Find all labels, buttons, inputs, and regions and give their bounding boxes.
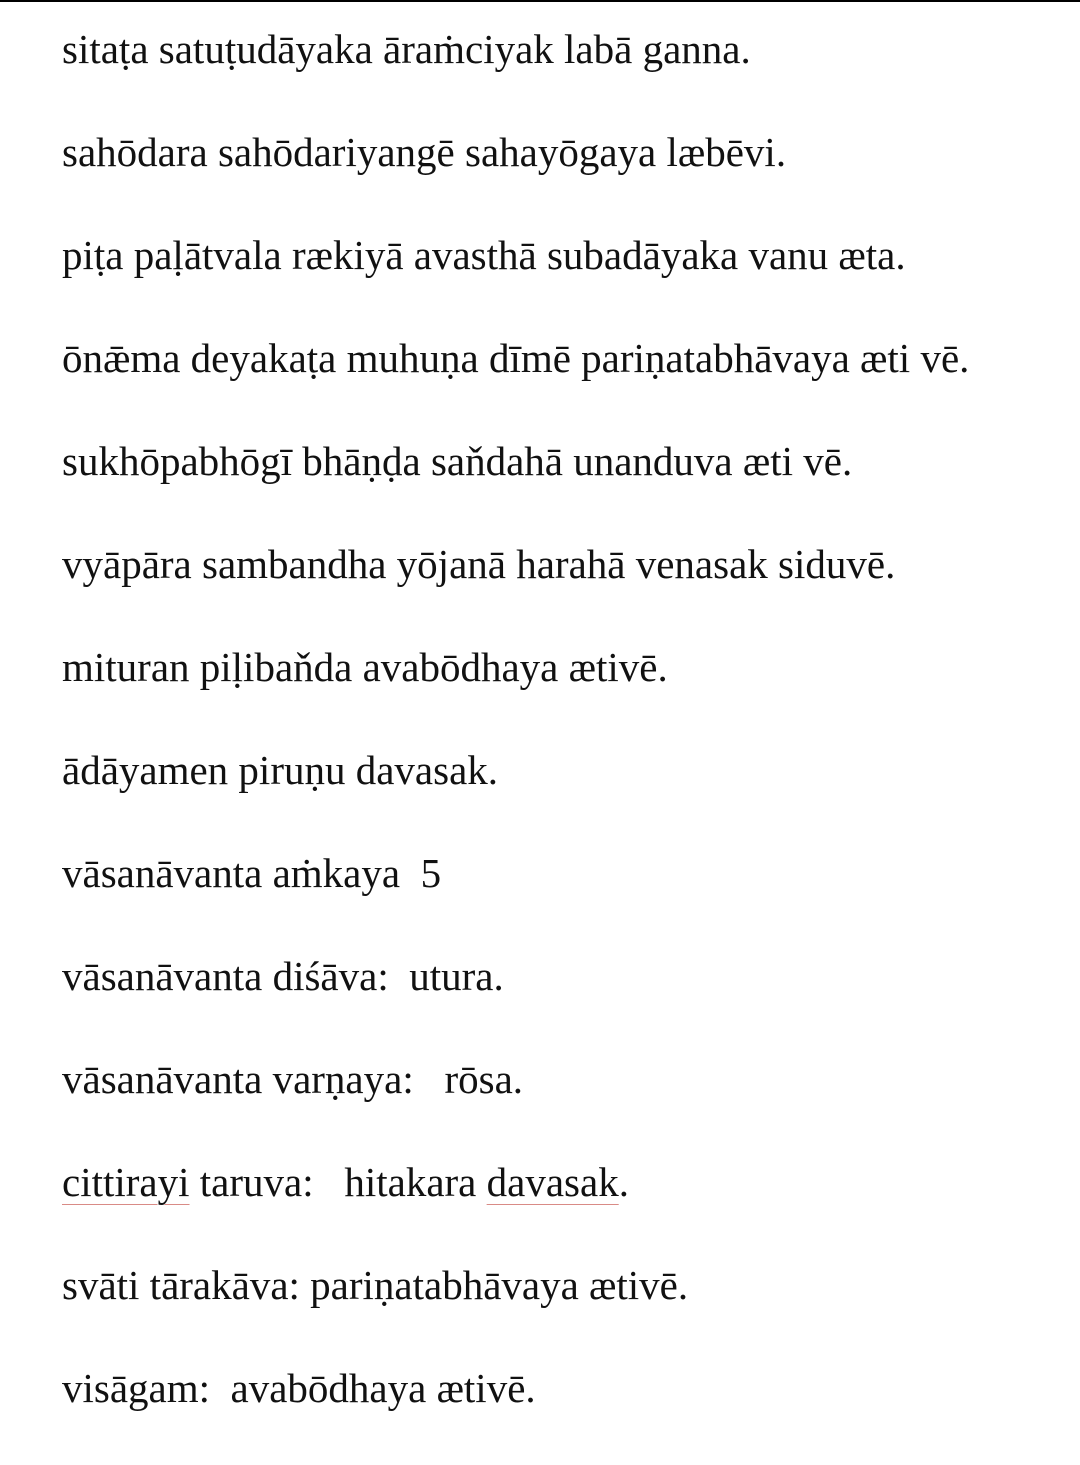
paragraph: mituran piḷibaňda avabōdhaya ætivē. <box>62 644 668 690</box>
lucky-direction-line: vāsanāvanta diśāva: utura. <box>62 953 504 999</box>
paragraph: sitaṭa satuṭudāyaka āraṁciyak labā ganna. <box>62 26 751 72</box>
paragraph: vyāpāra sambandha yōjanā harahā venasak siduvē. <box>62 541 896 587</box>
paragraph: svāti tārakāva: pariṇatabhāvaya ætivē. <box>62 1262 689 1308</box>
paragraph: sukhōpabhōgī bhāṇḍa saňdahā unanduva æti vē. <box>62 438 853 484</box>
lucky-number-line: vāsanāvanta aṁkaya 5 <box>62 850 442 896</box>
spellcheck-paragraph <box>62 1156 1042 1209</box>
lucky-color-line: vāsanāvanta varṇaya: rōsa. <box>62 1056 524 1102</box>
paragraph-text: . <box>618 1159 629 1205</box>
misspelled-word[interactable]: davasak <box>486 1159 619 1205</box>
paragraph: ādāyamen piruṇu davasak. <box>62 747 499 793</box>
document-body[interactable] <box>62 23 1042 1465</box>
misspelled-word[interactable]: cittirayi <box>62 1159 190 1205</box>
top-border-line <box>0 0 1080 2</box>
paragraph: ōnǣma deyakaṭa muhuṇa dīmē pariṇatabhāvaya æti vē. <box>62 335 970 381</box>
paragraph: visāgam: avabōdhaya ætivē. <box>62 1365 536 1411</box>
paragraph: sahōdara sahōdariyangē sahayōgaya læbēvi. <box>62 129 787 175</box>
paragraph: piṭa paḷātvala rækiyā avasthā subadāyaka vanu æta. <box>62 232 906 278</box>
paragraph-text: taruva: hitakara <box>189 1159 487 1205</box>
